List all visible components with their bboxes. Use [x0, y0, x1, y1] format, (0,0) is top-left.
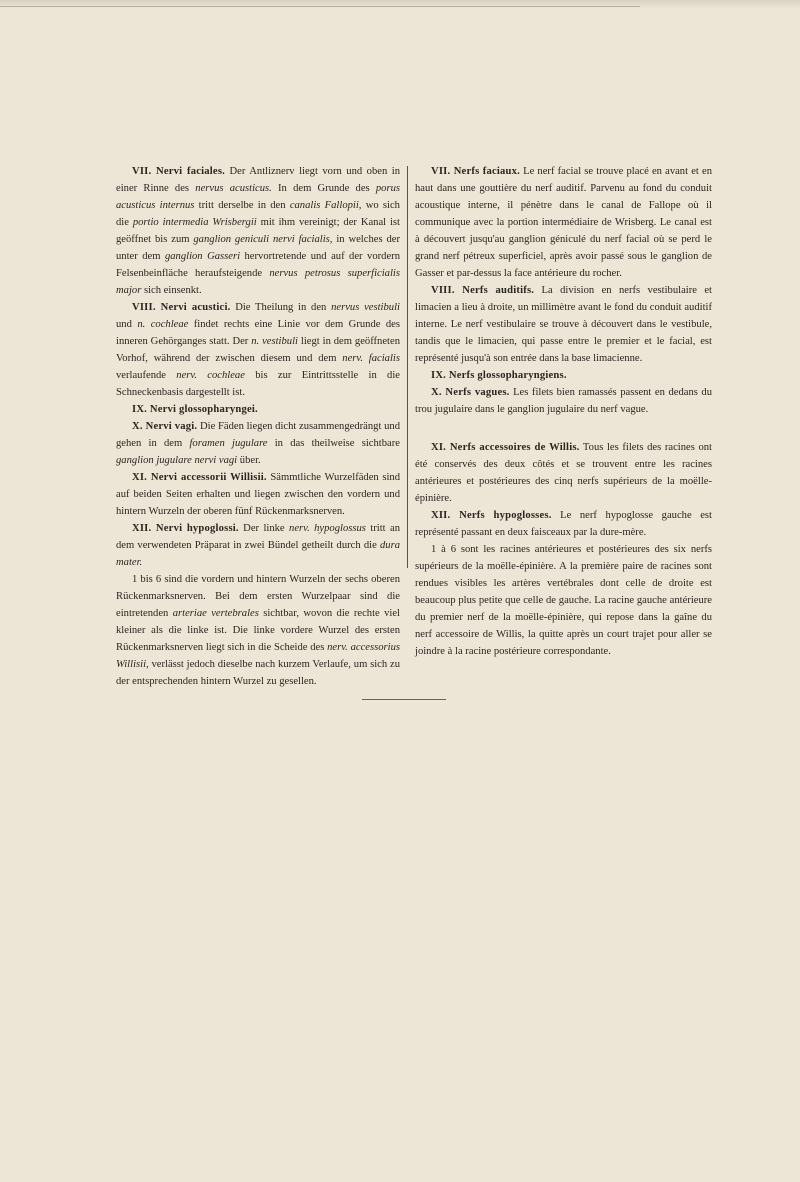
italic-term: arteriae vertebrales — [172, 608, 259, 619]
text-run: und — [116, 319, 138, 330]
italic-term: nerv. accessorius Willisii, — [116, 642, 400, 670]
text-run: Der linke — [238, 523, 290, 534]
section-heading: X. Nerfs vagues. — [431, 387, 510, 398]
text-run: sichtbar, wovon die rechte viel kleiner als die linke ist. Die linke vordere Wurzel des ersten Rückenmarksnerven liegt sich in die Scheide des — [116, 608, 400, 653]
text-run: Le nerf hypoglosse gauche est représenté passant en deux faisceaux par la dure-mère. — [415, 510, 712, 538]
italic-term: nerv. cochleae — [176, 370, 245, 381]
text-run: verlässt jedoch dieselbe nach kurzem Verlaufe, um sich zu der entsprechenden hintern Wurzel zu gesellen. — [116, 659, 400, 687]
italic-term: n. vestibuli — [251, 336, 298, 347]
text-run: Die Theilung in den — [230, 302, 332, 313]
page-top-edge — [0, 0, 800, 9]
text-run: bis zur Eintrittsstelle in die Schneckenbasis dargestellt ist. — [116, 370, 400, 398]
german-column — [116, 163, 400, 690]
text-run: Le nerf facial se trouve placé en avant et en haut dans une gouttière du nerf auditif. Parvenu au fond du conduit acoustique interne, il pénètre dans le canal de Fallope où il communique avec la portion intermédiaire de Wrisberg. Le canal est à découvert jusqu'au ganglion géniculé du nerf facial où se perd le grand nerf pétreux superficiel, après avoir passé sous le ganglion de Gasser et par-dessus la face antérieure du rocher. — [415, 166, 712, 279]
italic-term: n. cochleae — [137, 319, 189, 330]
italic-term: canalis Fallopii, — [289, 200, 362, 211]
section-heading: XI. Nerfs accessoires de Willis. — [431, 442, 580, 453]
italic-term: portio intermedia Wrisbergii — [132, 217, 257, 228]
column-divider — [407, 166, 408, 568]
text-run: hervortretende und auf der vordern Felsenbeinfläche heraufsteigende — [116, 251, 400, 279]
italic-term: ganglion jugulare nervi vagi — [116, 455, 238, 466]
text-run: 1 à 6 sont les racines antérieures et postérieures des six nerfs supérieurs de la moëlle-épinière. A la première paire de racines sont rendues visibles les artères vertébrales dont celle de droite est beaucoup plus petite que celle de gauche. La racine gauche antérieure du premier nerf de la moëlle-épinière, qui repose dans la gaîne du nerf accessoire de Willis, la quitte après un court trajet pour aller se joindre à la racine postérieure correspondante. — [415, 544, 712, 657]
text-run: 1 bis 6 sind die vordern und hintern Wurzeln der sechs oberen Rückenmarksnerven. Bei dem ersten Wurzelpaar sind die eintretenden — [116, 574, 400, 619]
text-run: verlaufende — [116, 370, 177, 381]
french-paragraph-glossopharyngiens — [415, 367, 712, 384]
text-run: in welches der unter dem — [116, 234, 400, 262]
section-heading: X. Nervi vagi. — [132, 421, 198, 432]
text-run: Les filets bien ramassés passent en dedans du trou jugulaire dans le ganglion jugulaire du nerf vague. — [415, 387, 713, 415]
german-paragraph-vagi — [116, 418, 400, 469]
text-run: mit ihm vereinigt; der Kanal ist geöffnet bis zum — [116, 217, 400, 245]
french-paragraph-racines — [415, 541, 712, 660]
section-heading: IX. Nervi glossopharyngei. — [132, 404, 258, 415]
german-paragraph-roots — [116, 571, 400, 690]
top-rule — [0, 6, 640, 7]
section-heading: XII. Nerfs hypoglosses. — [431, 510, 552, 521]
text-run: wo sich die — [116, 200, 400, 228]
text-run: In dem Grunde des — [271, 183, 376, 194]
section-heading: XII. Nervi hypoglossi. — [132, 523, 239, 534]
italic-term: nervus vestibuli — [331, 302, 400, 313]
french-paragraph-faciaux — [415, 163, 712, 282]
italic-term: foramen jugulare — [189, 438, 268, 449]
french-column — [415, 163, 712, 660]
german-paragraph-facial — [116, 163, 400, 299]
text-run: sich einsenkt. — [141, 285, 202, 296]
footer-rule — [362, 699, 446, 700]
spacer — [415, 418, 712, 439]
italic-term: nervus petrosus superficialis major — [116, 268, 400, 296]
french-paragraph-vagues — [415, 384, 712, 418]
text-run: tritt derselbe in den — [194, 200, 290, 211]
text-run: über. — [237, 455, 261, 466]
italic-term: nervus acusticus. — [195, 183, 272, 194]
german-paragraph-acustici — [116, 299, 400, 401]
section-heading: IX. Nerfs glossopharyngiens. — [431, 370, 567, 381]
italic-term: ganglion geniculi nervi facialis, — [193, 234, 333, 245]
french-paragraph-hypoglosses — [415, 507, 712, 541]
french-paragraph-accessoires — [415, 439, 712, 507]
german-paragraph-glossopharyngei — [116, 401, 400, 418]
text-run: Tous les filets des racines ont été conservés des deux côtés et se trouvent entre les racines antérieures et postérieures des cinq nerfs supérieurs de la moëlle-épinière. — [415, 442, 712, 504]
section-heading: XI. Nervi accessorii Willisii. — [132, 472, 267, 483]
italic-term: ganglion Gasseri — [164, 251, 241, 262]
section-heading: VIII. Nervi acustici. — [132, 302, 231, 313]
italic-term: dura mater. — [116, 540, 400, 568]
section-heading: VII. Nerfs faciaux. — [431, 166, 520, 177]
french-paragraph-auditifs — [415, 282, 712, 367]
text-run: liegt in dem geöffneten Vorhof, während der zwischen diesem und dem — [116, 336, 400, 364]
italic-term: nerv. facialis — [342, 353, 400, 364]
italic-term: nerv. hypoglossus — [289, 523, 366, 534]
text-run: Die Fäden liegen dicht zusammengedrängt und gehen in dem — [116, 421, 400, 449]
german-paragraph-accessorii — [116, 469, 400, 520]
text-run: tritt an dem verwendeten Präparat in zwei Bündel getheilt durch die — [116, 523, 400, 551]
italic-term: porus acusticus internus — [116, 183, 401, 211]
text-run: La division en nerfs vestibulaire et limacien a lieu à droite, un millimètre avant le fond du conduit auditif interne. Le nerf vestibulaire se trouve à découvert dans le vestibule, tandis que le limacien, qui passe entre le premier et le facial, est représenté jusqu'à son entrée dans la base limacienne. — [415, 285, 712, 364]
section-heading: VII. Nervi faciales. — [132, 166, 225, 177]
german-paragraph-hypoglossi — [116, 520, 400, 571]
text-run: in das theilweise sichtbare — [267, 438, 400, 449]
text-run: Sämmtliche Wurzelfäden sind auf beiden Seiten erhalten und liegen zwischen den vordern und hintern Wurzeln der oberen fünf Rückenmarksnerven. — [116, 472, 401, 517]
text-run: Der Antliznerv liegt vorn und oben in einer Rinne des — [116, 166, 400, 194]
text-run: findet rechts eine Linie vor dem Grunde des inneren Gehörganges statt. Der — [116, 319, 400, 347]
section-heading: VIII. Nerfs auditifs. — [431, 285, 535, 296]
